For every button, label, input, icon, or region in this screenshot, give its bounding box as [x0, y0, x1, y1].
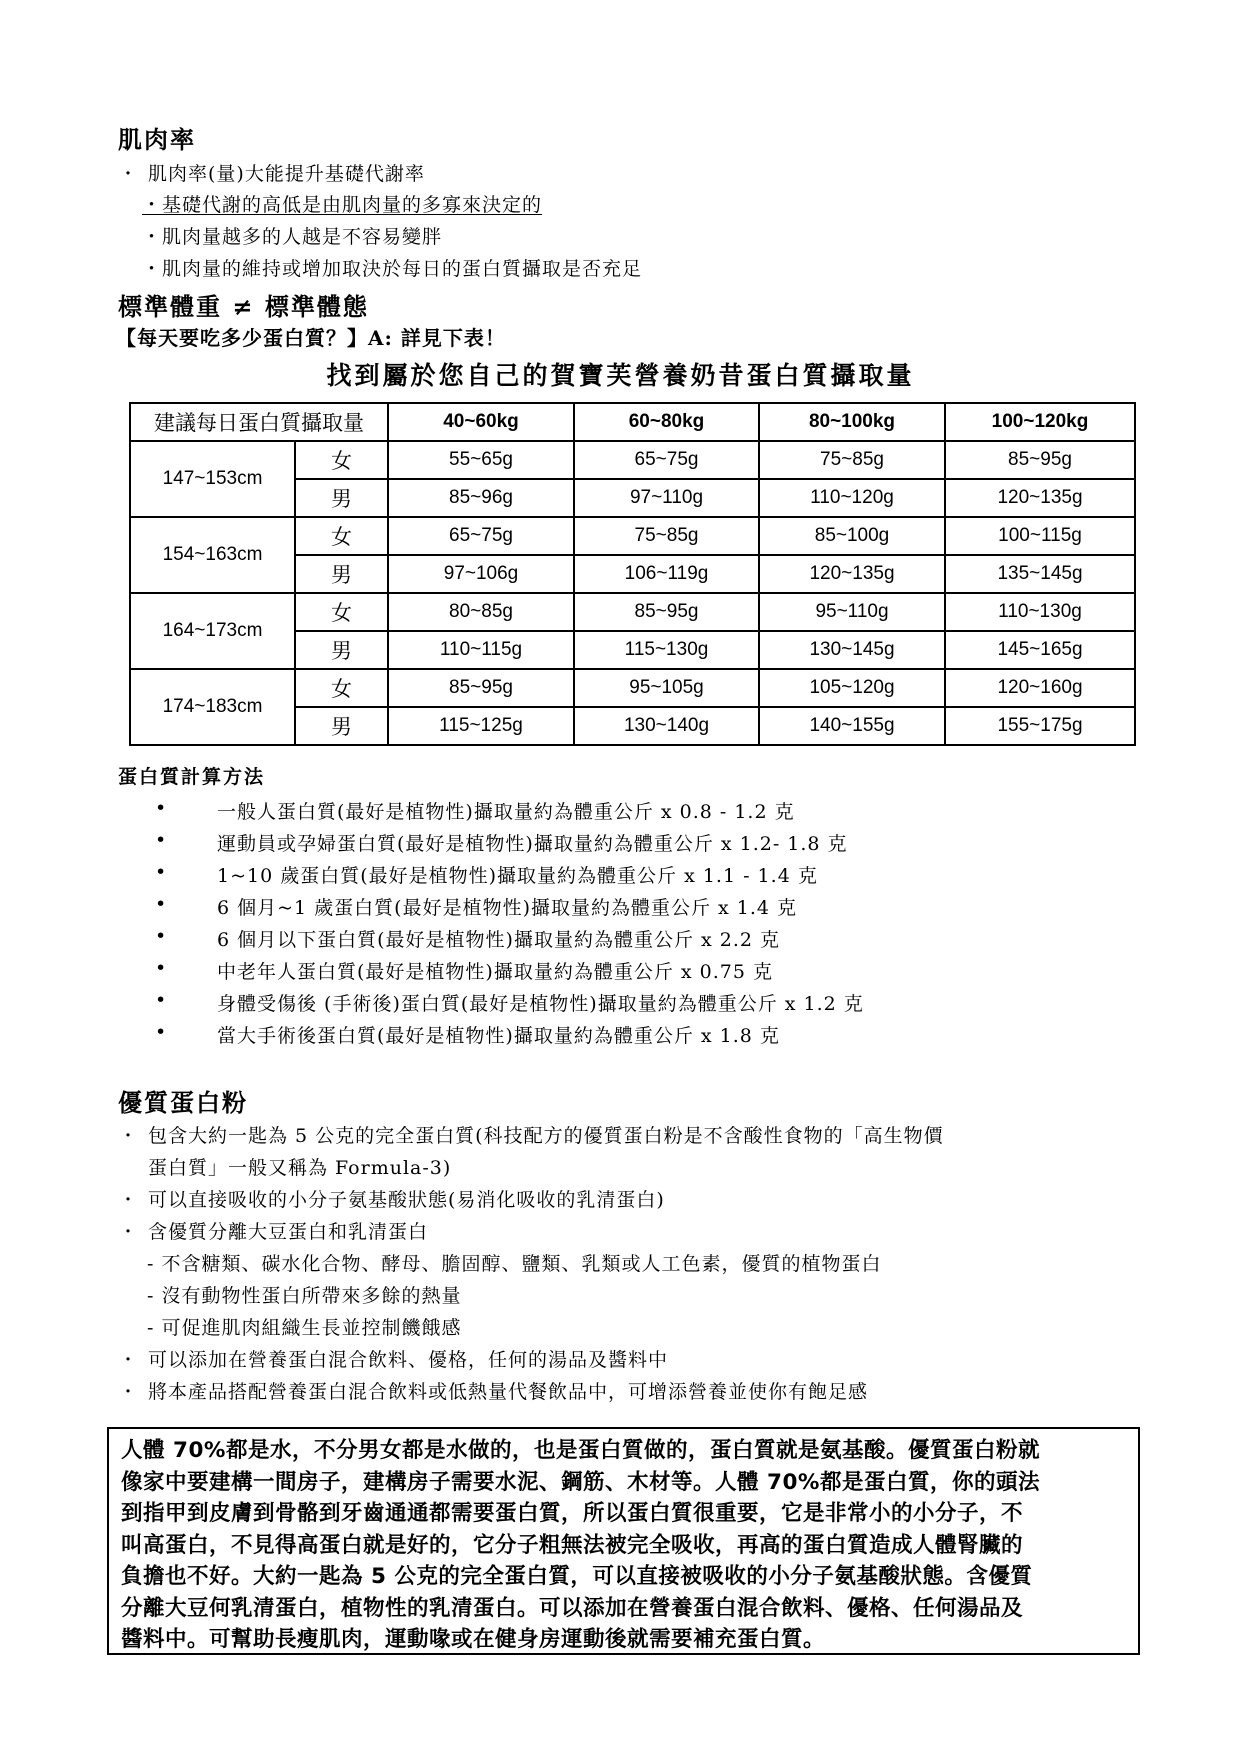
value-cell: 65~75g: [574, 441, 759, 479]
section-title-muscle: 肌肉率: [118, 125, 196, 154]
powder-dash-2: - 沒有動物性蛋白所帶來多餘的熱量: [147, 1285, 462, 1307]
value-cell: 120~160g: [945, 669, 1135, 707]
value-cell: 95~110g: [759, 593, 945, 631]
bullet: •: [155, 829, 167, 851]
sex-cell: 男: [295, 555, 388, 593]
powder-line-2: 可以直接吸收的小分子氨基酸狀態(易消化吸收的乳清蛋白): [148, 1189, 665, 1211]
powder-line-5: 將本產品搭配營養蛋白混合飲料或低熱量代餐飲品中，可增添營養並使你有飽足感: [148, 1381, 869, 1403]
box-line: 分離大豆何乳清蛋白，植物性的乳清蛋白。可以添加在營養蛋白混合飲料、優格、任何湯品及: [121, 1595, 1024, 1621]
bullet: ・: [119, 1190, 137, 1211]
value-cell: 120~135g: [759, 555, 945, 593]
box-line: 醬料中。可幫助長瘦肌肉，運動喙或在健身房運動後就需要補充蛋白質。: [121, 1627, 826, 1652]
muscle-sub-2: ・肌肉量越多的人越是不容易變胖: [142, 226, 443, 248]
value-cell: 130~140g: [574, 707, 759, 745]
muscle-sub-1: [142, 190, 542, 217]
sex-cell: 男: [295, 631, 388, 669]
powder-line-1b: 蛋白質」一般又稱為 Formula-3): [148, 1157, 452, 1179]
calc-item-text: 運動員或孕婦蛋白質(最好是植物性)攝取量約為體重公斤 x 1.2- 1.8 克: [217, 833, 848, 855]
value-cell: 135~145g: [945, 555, 1135, 593]
calc-item-text: 一般人蛋白質(最好是植物性)攝取量約為體重公斤 x 0.8 - 1.2 克: [217, 801, 795, 823]
value-cell: 55~65g: [388, 441, 574, 479]
calc-item-text: 1~10 歲蛋白質(最好是植物性)攝取量約為體重公斤 x 1.1 - 1.4 克: [217, 865, 818, 887]
sex-cell: 女: [295, 593, 388, 631]
calc-item-text: 當大手術後蛋白質(最好是植物性)攝取量約為體重公斤 x 1.8 克: [217, 1025, 780, 1047]
box-line: 負擔也不好。大約一匙為 5 公克的完全蛋白質，可以直接被吸收的小分子氨基酸狀態。含優質: [121, 1564, 1033, 1589]
value-cell: 115~125g: [388, 707, 574, 745]
table-header-row: [130, 403, 1135, 441]
column-header: 60~80kg: [574, 403, 759, 441]
bullet: •: [155, 989, 167, 1011]
bullet: ・: [119, 164, 137, 185]
bullet: ・: [119, 1222, 137, 1243]
height-cell: 164~173cm: [130, 593, 295, 669]
value-cell: 110~130g: [945, 593, 1135, 631]
table-row: [130, 517, 1135, 555]
height-cell: 147~153cm: [130, 441, 295, 517]
table-row: [130, 593, 1135, 631]
table-row: [130, 441, 1135, 479]
muscle-sub-3: ・肌肉量的維持或增加取決於每日的蛋白質攝取是否充足: [142, 258, 643, 280]
value-cell: 110~120g: [759, 479, 945, 517]
bullet: •: [155, 957, 167, 979]
box-line: 到指甲到皮膚到骨骼到牙齒通通都需要蛋白質，所以蛋白質很重要，它是非常小的小分子，不: [121, 1501, 1024, 1526]
powder-line-3: 含優質分離大豆蛋白和乳清蛋白: [148, 1221, 429, 1243]
sex-cell: 男: [295, 479, 388, 517]
bullet: •: [155, 797, 167, 819]
table-title: 找到屬於您自己的賀寶芙營養奶昔蛋白質攝取量: [326, 361, 915, 390]
value-cell: 120~135g: [945, 479, 1135, 517]
height-cell: 174~183cm: [130, 669, 295, 745]
section-title-protein-powder: 優質蛋白粉: [118, 1088, 248, 1117]
bullet: ・: [119, 1382, 137, 1403]
slogan: 標準體重 ≠ 標準體態: [118, 292, 369, 321]
value-cell: 145~165g: [945, 631, 1135, 669]
value-cell: 100~115g: [945, 517, 1135, 555]
height-cell: 154~163cm: [130, 517, 295, 593]
value-cell: 75~85g: [759, 441, 945, 479]
calc-item-text: 中老年人蛋白質(最好是植物性)攝取量約為體重公斤 x 0.75 克: [217, 961, 773, 983]
value-cell: 75~85g: [574, 517, 759, 555]
bullet: ・: [119, 1350, 137, 1371]
table-header-label: 建議每日蛋白質攝取量: [130, 403, 388, 441]
value-cell: 80~85g: [388, 593, 574, 631]
protein-table: [129, 402, 1136, 746]
bullet: •: [155, 1021, 167, 1043]
value-cell: 65~75g: [388, 517, 574, 555]
summary-box: [107, 1427, 1140, 1655]
powder-line-1: 包含大約一匙為 5 公克的完全蛋白質(科技配方的優質蛋白粉是不含酸性食物的「高生物價: [148, 1125, 944, 1147]
value-cell: 97~110g: [574, 479, 759, 517]
sex-cell: 女: [295, 669, 388, 707]
value-cell: 85~95g: [945, 441, 1135, 479]
table-row: [130, 669, 1135, 707]
value-cell: 95~105g: [574, 669, 759, 707]
value-cell: 105~120g: [759, 669, 945, 707]
question: 【每天要吃多少蛋白質？】A: 詳見下表！: [116, 326, 506, 350]
value-cell: 155~175g: [945, 707, 1135, 745]
calc-title: 蛋白質計算方法: [118, 766, 266, 788]
bullet: •: [155, 925, 167, 947]
value-cell: 85~100g: [759, 517, 945, 555]
value-cell: 140~155g: [759, 707, 945, 745]
sex-cell: 女: [295, 441, 388, 479]
box-line: 像家中要建構一間房子，建構房子需要水泥、鋼筋、木材等。人體 70%都是蛋白質，你的頭法: [121, 1469, 1040, 1495]
box-line: 叫高蛋白，不見得高蛋白就是好的，它分子粗無法被完全吸收，再高的蛋白質造成人體腎臟的: [121, 1532, 1024, 1558]
value-cell: 115~130g: [574, 631, 759, 669]
value-cell: 130~145g: [759, 631, 945, 669]
bullet: •: [155, 893, 167, 915]
calc-item-text: 6 個月以下蛋白質(最好是植物性)攝取量約為體重公斤 x 2.2 克: [217, 929, 781, 951]
value-cell: 97~106g: [388, 555, 574, 593]
sex-cell: 男: [295, 707, 388, 745]
bullet: •: [155, 861, 167, 883]
calc-item-text: 身體受傷後 (手術後)蛋白質(最好是植物性)攝取量約為體重公斤 x 1.2 克: [217, 993, 864, 1015]
value-cell: 106~119g: [574, 555, 759, 593]
muscle-main-text: 肌肉率(量)大能提升基礎代謝率: [148, 163, 425, 185]
value-cell: 85~95g: [388, 669, 574, 707]
column-header: 80~100kg: [759, 403, 945, 441]
sex-cell: 女: [295, 517, 388, 555]
box-line: 人體 70%都是水，不分男女都是水做的，也是蛋白質做的，蛋白質就是氨基酸。優質蛋白粉就: [121, 1438, 1040, 1463]
bullet: ・: [119, 1126, 137, 1147]
column-header: 100~120kg: [945, 403, 1135, 441]
value-cell: 85~96g: [388, 479, 574, 517]
value-cell: 85~95g: [574, 593, 759, 631]
value-cell: 110~115g: [388, 631, 574, 669]
muscle-sub-1-text: ・基礎代謝的高低是由肌肉量的多寡來決定的: [142, 194, 543, 216]
column-header: 40~60kg: [388, 403, 574, 441]
powder-dash-3: - 可促進肌肉組織生長並控制饑餓感: [147, 1317, 462, 1339]
powder-line-4: 可以添加在營養蛋白混合飲料、優格，任何的湯品及醬料中: [148, 1349, 669, 1371]
calc-item-text: 6 個月~1 歲蛋白質(最好是植物性)攝取量約為體重公斤 x 1.4 克: [217, 897, 798, 919]
powder-dash-1: - 不含糖類、碳水化合物、酵母、膽固醇、鹽類、乳類或人工色素，優質的植物蛋白: [147, 1253, 882, 1275]
